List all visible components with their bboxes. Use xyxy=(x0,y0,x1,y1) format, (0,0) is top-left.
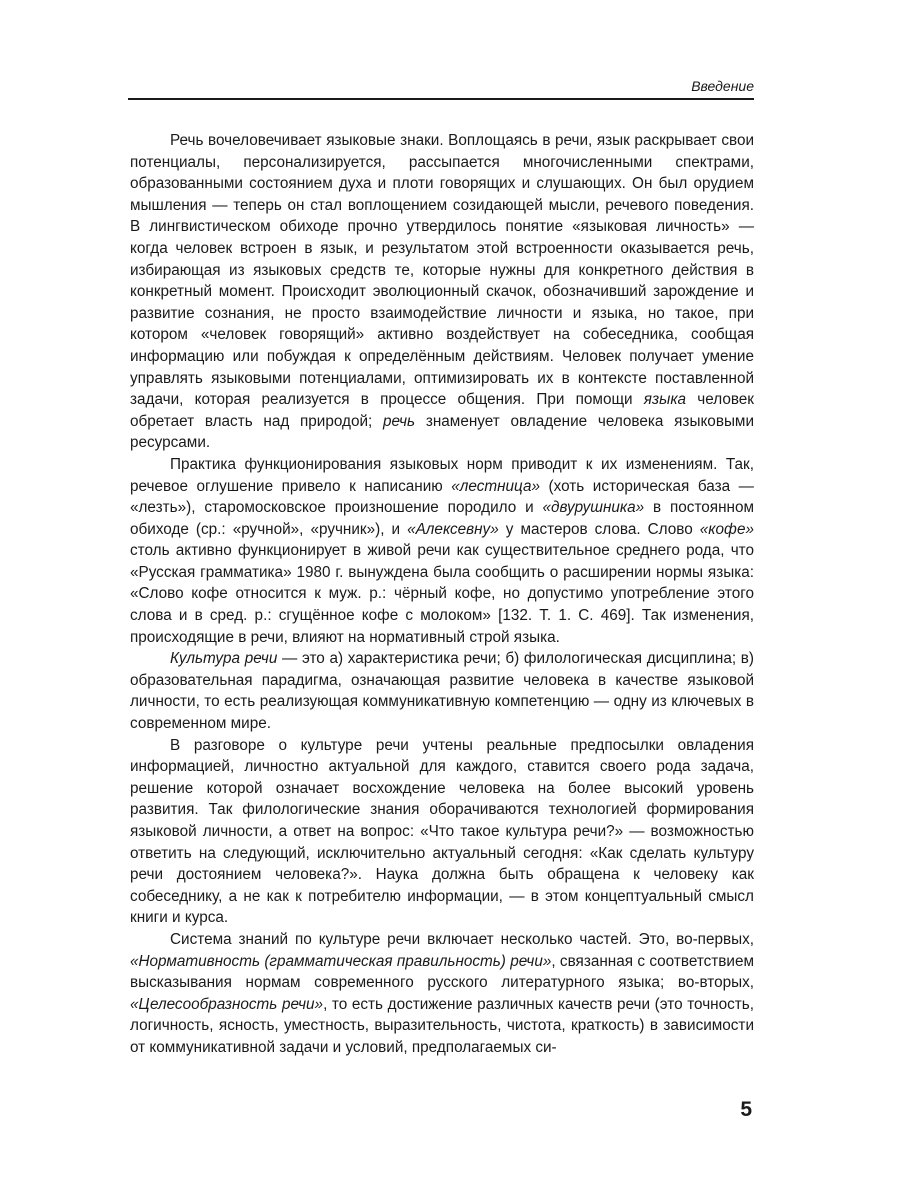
paragraph-text: столь активно функционирует в живой речи как существительное среднего рода, что «Русская грамматика» 1980 г. вынуждена была сообщить о расширении нормы языка: «Слово кофе относится к муж. р.: чёрный кофе, но допустимо употребление этого слова и в сред. р.: сгущённое кофе с молоком» [132. Т. 1. С. 469]. Так изменения, происходящие в речи, влияют на нормативный строй языка. xyxy=(130,542,754,646)
text-body xyxy=(130,130,754,1059)
italic-term: «Целесообразность речи» xyxy=(130,995,324,1013)
running-head xyxy=(128,76,754,100)
paragraph xyxy=(130,130,754,454)
paragraph-text: В разговоре о культуре речи учтены реальные предпосылки овладения информацией, личностно актуальной для каждого, ставится своего рода задача, решение которой означает восхождение человека на более высокий уровень развития. Так филологические знания оборачиваются технологией формирования языковой личности, а ответ на вопрос: «Что такое культура речи?» — возможностью ответить на следующий, исключительно актуальный сегодня: «Как сделать культуру речи достоянием человека?». Наука должна быть обращена к человеку как собеседнику, а не как к потребителю информации, — в этом концептуальный смысл книги и курса. xyxy=(130,736,754,927)
italic-term: «лестница» xyxy=(451,477,540,495)
paragraph-text: — это а) характеристика речи; б) филологическая дисциплина; в) образовательная парадигма, означающая развитие человека в качестве языковой личности, то есть реализующая коммуникативную компетенцию — одну из ключевых в современном мире. xyxy=(130,650,754,733)
paragraph xyxy=(130,735,754,929)
running-head-title: Введение xyxy=(691,78,754,94)
italic-term: языка xyxy=(643,391,687,409)
paragraph-text: , то есть достижение различных качеств речи (это точность, логичность, ясность, уместность, выразительность, чистота, краткость) в зависимости от коммуникативной задачи и условий, предполагаемых си- xyxy=(130,995,755,1056)
page-number: 5 xyxy=(740,1098,752,1121)
paragraph-text: у мастеров слова. Слово xyxy=(498,520,700,538)
italic-term: Культура речи xyxy=(170,650,278,668)
italic-term: речь xyxy=(382,412,416,430)
paragraph-text: знаменует овладение человека языковыми ресурсами. xyxy=(130,412,754,452)
paragraph-text: , связанная с соответствием высказывания нормам современного русского литературного языка; во-вторых, xyxy=(130,952,755,992)
paragraph-text: Речь вочеловечивает языковые знаки. Воплощаясь в речи, язык раскрывает свои потенциалы, персонализируется, рассыпается многочисленными спектрами, образованными состоянием духа и плоти говорящих и слушающих. Он был орудием мышления — теперь он стал воплощением созидающей мысли, речевого поведения. В лингвистическом обиходе прочно утвердилось понятие «языковая личность» — когда человек встроен в язык, и результатом этой встроенности оказывается речь, избирающая из языковых средств те, которые нужны для конкретного действия в конкретный момент. Происходит эволюционный скачок, обозначивший зарождение и развитие сознания, не просто взаимодействие личности и языка, но такое, при котором «человек говорящий» активно воздействует на собеседника, сообщая информацию или побуждая к определённым действиям. Человек получает умение управлять языковыми потенциалами, оптимизировать их в контексте поставленной задачи, которая реализуется в процессе общения. При помощи xyxy=(130,132,754,409)
paragraph-text: Система знаний по культуре речи включает несколько частей. Это, во-первых, xyxy=(170,930,754,948)
paragraph xyxy=(130,929,754,1059)
italic-term: «Алексевну» xyxy=(407,520,499,538)
italic-term: «Нормативность (грамматическая правильность) речи» xyxy=(130,952,552,970)
paragraph xyxy=(130,648,754,734)
paragraph-text: человек обретает власть над природой; xyxy=(130,391,754,430)
italic-term: «двурушника» xyxy=(542,499,645,517)
paragraph-text: Практика функционирования языковых норм приводит к их изменениям. Так, речевое оглушение привело к написанию xyxy=(130,455,754,495)
paragraph-text: (хоть историческая база — «лезть»), старомосковское произношение породило и xyxy=(130,477,754,517)
paragraph-text: в постоянном обиходе (ср.: «ручной», «ручник»), и xyxy=(130,499,754,538)
italic-term: «кофе» xyxy=(699,520,755,538)
paragraph xyxy=(130,454,754,648)
